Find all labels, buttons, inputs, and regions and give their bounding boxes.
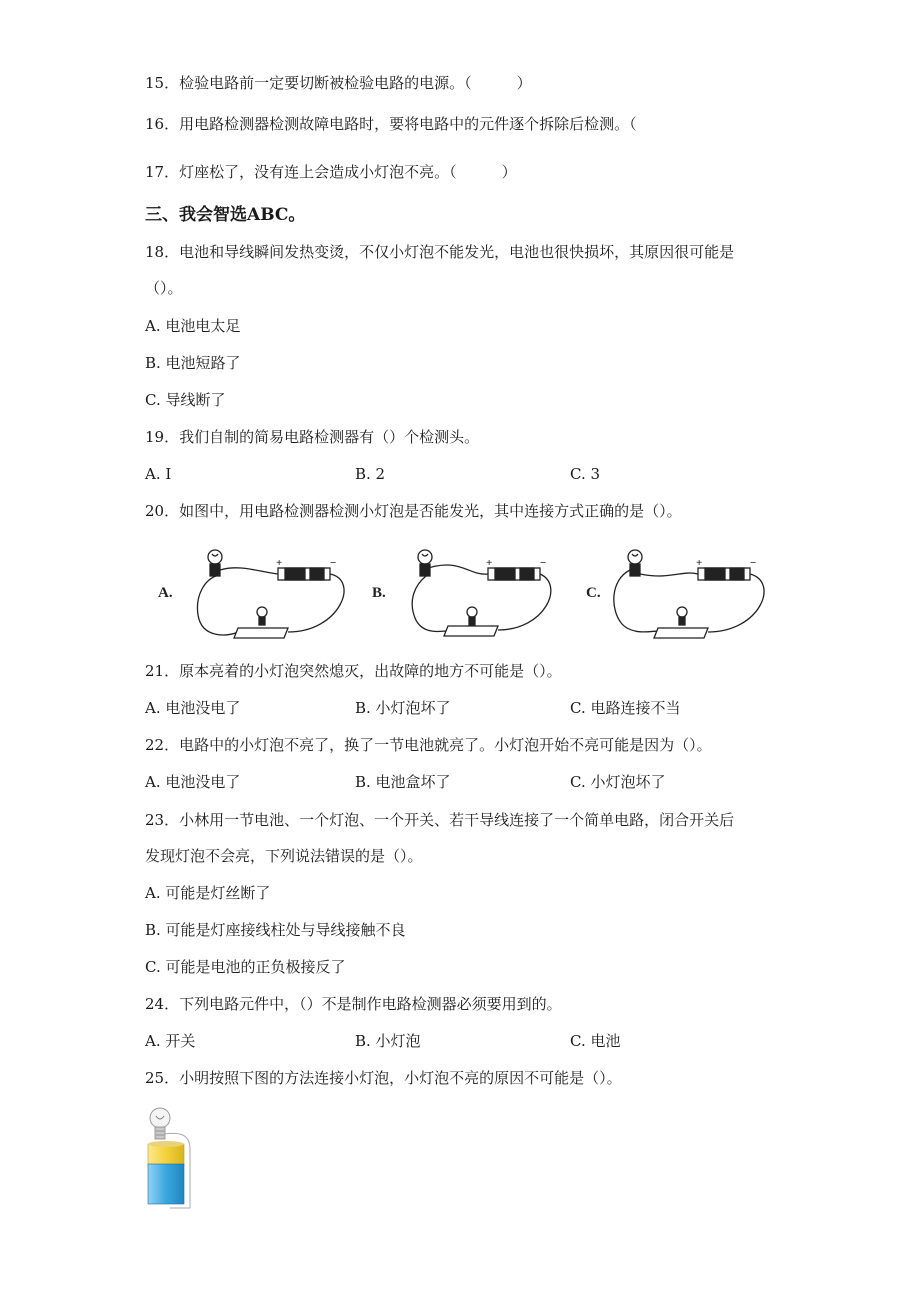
circuit-diagram-a — [197, 550, 344, 638]
option-18-b: B. 电池短路了 — [145, 354, 241, 372]
question-text: ．如图中，用电路检测器检测小灯泡是否能发光，其中连接方式正确的是（）。 — [164, 502, 682, 520]
question-18 — [145, 242, 734, 262]
question-number: 24 — [145, 995, 165, 1013]
question-21 — [145, 661, 562, 681]
bulb-battery-figure — [140, 1104, 200, 1214]
question-number: 17 — [145, 163, 165, 181]
option-19-b: B. 2 — [355, 465, 386, 483]
plus-sign-b: + — [486, 557, 493, 569]
option-22-c: C. 小灯泡坏了 — [570, 773, 666, 791]
question-18-line2: （）。 — [145, 279, 183, 297]
battery-body — [148, 1164, 184, 1204]
question-number: 20 — [145, 502, 165, 520]
plus-sign-c: + — [696, 557, 703, 569]
figure-label-b: B. — [372, 585, 386, 601]
option-24-a: A. 开关 — [145, 1032, 196, 1050]
question-text: ．原本亮着的小灯泡突然熄灭，出故障的地方不可能是（）。 — [164, 662, 562, 680]
option-19-c: C. 3 — [570, 465, 601, 483]
question-text: ．小林用一节电池、一个灯泡、一个开关、若干导线连接了一个简单电路，闭合开关后 — [164, 811, 735, 829]
section-title: 三、我会智选ABC。 — [145, 205, 306, 225]
circuit-diagram-c — [614, 550, 764, 638]
option-18-a: A. 电池电太足 — [145, 317, 241, 335]
question-text: ．灯座松了，没有连上会造成小灯泡不亮。（ ） — [164, 163, 517, 181]
option-23-b: B. 可能是灯座接线柱处与导线接触不良 — [145, 921, 406, 939]
option-19-a: A. I — [145, 465, 172, 483]
plus-sign-a: + — [276, 557, 283, 569]
question-text: ．下列电路元件中，（）不是制作电路检测器必须要用到的。 — [164, 995, 562, 1013]
question-text: ．电池和导线瞬间发热变烫，不仅小灯泡不能发光，电池也很快损坏，其原因很可能是 — [164, 243, 735, 261]
minus-sign-b: − — [540, 557, 547, 569]
option-18-c: C. 导线断了 — [145, 391, 226, 409]
option-21-a: A. 电池没电了 — [145, 699, 241, 717]
question-15 — [145, 73, 532, 93]
minus-sign-a: − — [330, 557, 337, 569]
bulb-glass — [150, 1108, 170, 1128]
question-text: ．我们自制的简易电路检测器有（）个检测头。 — [164, 428, 480, 446]
question-number: 18 — [145, 243, 165, 261]
question-16 — [145, 114, 637, 134]
question-number: 19 — [145, 428, 165, 446]
question-number: 16 — [145, 115, 165, 133]
option-23-a: A. 可能是灯丝断了 — [145, 884, 271, 902]
option-21-b: B. 小灯泡坏了 — [355, 699, 451, 717]
question-number: 15 — [145, 74, 165, 92]
question-text: ．小明按照下图的方法连接小灯泡，小灯泡不亮的原因不可能是（）。 — [164, 1069, 622, 1087]
question-text: ．用电路检测器检测故障电路时，要将电路中的元件逐个拆除后检测。（ — [164, 115, 637, 133]
question-text: ．检验电路前一定要切断被检验电路的电源。（ ） — [164, 74, 532, 92]
option-23-c: C. 可能是电池的正负极接反了 — [145, 958, 346, 976]
option-24-b: B. 小灯泡 — [355, 1032, 421, 1050]
battery-top — [148, 1144, 184, 1166]
option-21-c: C. 电路连接不当 — [570, 699, 681, 717]
figure-label-c: C. — [586, 585, 601, 601]
option-24-c: C. 电池 — [570, 1032, 621, 1050]
circuit-diagram-b — [412, 550, 551, 636]
question-number: 23 — [145, 811, 165, 829]
question-23-line2: 发现灯泡不会亮，下列说法错误的是（）。 — [145, 847, 423, 865]
question-17 — [145, 162, 517, 182]
question-24 — [145, 994, 562, 1014]
question-19 — [145, 427, 479, 447]
question-25 — [145, 1068, 622, 1088]
question-number: 25 — [145, 1069, 165, 1087]
minus-sign-c: − — [750, 557, 757, 569]
circuit-figure — [150, 540, 770, 650]
figure-label-a: A. — [158, 585, 173, 601]
bulb-base — [155, 1127, 165, 1139]
option-22-b: B. 电池盒坏了 — [355, 773, 451, 791]
question-20 — [145, 501, 682, 521]
question-number: 22 — [145, 736, 165, 754]
option-22-a: A. 电池没电了 — [145, 773, 241, 791]
question-text: ．电路中的小灯泡不亮了，换了一节电池就亮了。小灯泡开始不亮可能是因为（）。 — [164, 736, 712, 754]
question-number: 21 — [145, 662, 165, 680]
question-23 — [145, 810, 734, 830]
question-22 — [145, 735, 712, 755]
